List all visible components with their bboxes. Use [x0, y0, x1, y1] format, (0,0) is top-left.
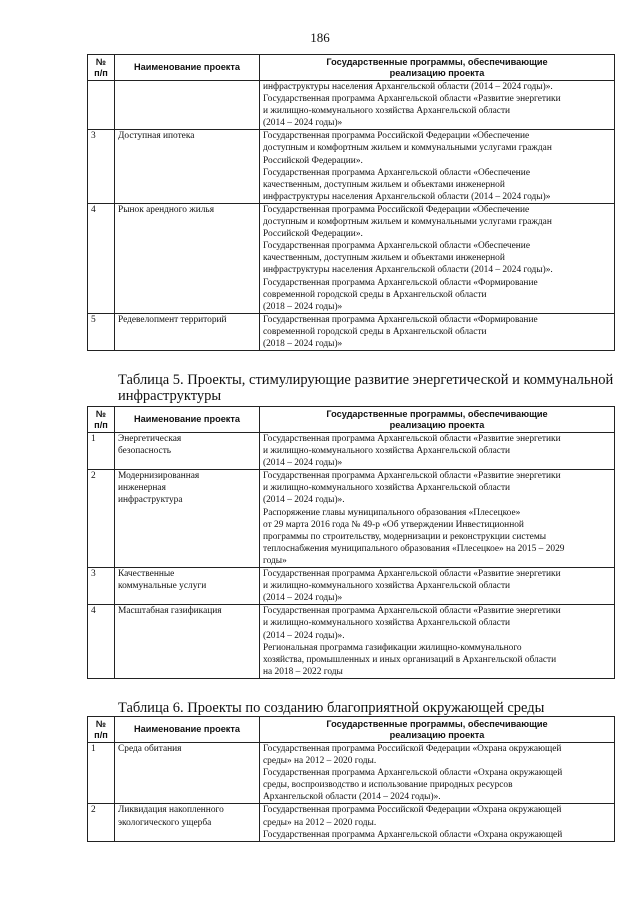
program-line: Государственная программа Архангельской области «Развитие энергетики: [263, 94, 561, 105]
program-line: среды» на 2012 – 2020 годы.: [263, 817, 377, 828]
program-line: теплоснабжения муниципального образования «Плесецкое» на 2015 – 2029: [263, 543, 565, 554]
program-line: Государственная программа Российской Федерации «Обеспечение: [263, 131, 530, 142]
header-programs: Государственные программы, обеспечивающие реализацию проекта: [260, 407, 615, 433]
table-row: [88, 203, 615, 313]
program-line: (2014 – 2024 годы)»: [263, 118, 343, 129]
program-line: Государственная программа Архангельской области «Обеспечение: [263, 241, 530, 252]
programs-cell: [260, 81, 615, 130]
program-line: и жилищно-коммунального хозяйства Архангельской области: [263, 581, 511, 592]
programs-cell: [260, 804, 615, 841]
program-line: современной городской среды в Архангельской области: [263, 289, 487, 300]
programs-cell: [260, 743, 615, 804]
table-row: [88, 605, 615, 679]
header-programs: Государственные программы, обеспечивающие реализацию проекта: [260, 717, 615, 743]
table6-caption: Таблица 6. Проекты по созданию благоприятной окружающей среды: [118, 700, 545, 716]
program-line: и жилищно-коммунального хозяйства Архангельской области: [263, 483, 511, 494]
project-name: Редевелопмент территорий: [115, 313, 260, 350]
table-header-row: [88, 717, 615, 743]
table-row: [88, 743, 615, 804]
program-line: (2018 – 2024 годы)»: [263, 338, 343, 349]
row-number: 3: [88, 568, 115, 605]
program-line: среды» на 2012 – 2020 годы.: [263, 756, 377, 767]
program-line: Государственная программа Архангельской области «Развитие энергетики: [263, 434, 561, 444]
project-name: [115, 81, 260, 130]
programs-cell: [260, 203, 615, 313]
program-line: Архангельской области (2014 – 2024 годы)».: [263, 792, 441, 803]
program-line: (2014 – 2024 годы)»: [263, 458, 343, 469]
program-line: Государственная программа Архангельской области «Развитие энергетики: [263, 569, 561, 580]
program-line: качественным, доступным жильем и объектами инженерной: [263, 179, 505, 190]
programs-cell: [260, 605, 615, 679]
header-num: № п/п: [88, 407, 115, 433]
program-line: Государственная программа Архангельской области «Формирование: [263, 314, 538, 325]
project-name: Среда обитания: [115, 743, 260, 804]
program-line: Государственная программа Российской Федерации «Охрана окружающей: [263, 805, 562, 816]
program-line: Российской Федерации».: [263, 229, 363, 240]
row-number: 2: [88, 470, 115, 568]
program-line: Государственная программа Архангельской области «Развитие энергетики: [263, 606, 561, 617]
header-name: Наименование проекта: [115, 55, 260, 81]
programs-cell: [260, 568, 615, 605]
row-number: 4: [88, 203, 115, 313]
table-row: [88, 433, 615, 470]
program-line: и жилищно-коммунального хозяйства Архангельской области: [263, 618, 511, 629]
program-line: Государственная программа Российской Федерации «Охрана окружающей: [263, 744, 562, 754]
row-number: 1: [88, 743, 115, 804]
program-line: доступным и комфортным жильем и коммунальными услугами граждан: [263, 143, 552, 154]
table-row: [88, 130, 615, 204]
table5-caption: Таблица 5. Проекты, стимулирующие развитие энергетической и коммунальной инфраструктуры: [118, 372, 614, 404]
program-line: Региональная программа газификации жилищно-коммунального: [263, 642, 522, 653]
table-row: [88, 313, 615, 350]
table5: [87, 406, 615, 679]
table-header-row: [88, 407, 615, 433]
program-line: и жилищно-коммунального хозяйства Архангельской области: [263, 446, 511, 457]
project-name: Масштабная газификация: [115, 605, 260, 679]
project-name: Качественные коммунальные услуги: [115, 568, 260, 605]
row-number: 1: [88, 433, 115, 470]
program-line: и жилищно-коммунального хозяйства Архангельской области: [263, 106, 511, 117]
header-name: Наименование проекта: [115, 717, 260, 743]
program-line: среды, воспроизводство и использование природных ресурсов: [263, 780, 513, 791]
program-line: на 2018 – 2022 годы: [263, 666, 343, 677]
row-number: 4: [88, 605, 115, 679]
program-line: хозяйства, промышленных и иных организаций в Архангельской области: [263, 654, 557, 665]
project-name: Ликвидация накопленного экологического ущерба: [115, 804, 260, 841]
program-line: Государственная программа Архангельской области «Охрана окружающей: [263, 768, 563, 779]
programs-cell: [260, 433, 615, 470]
table-row: [88, 470, 615, 568]
program-line: годы»: [263, 555, 287, 566]
projects-table-continued: [87, 54, 615, 351]
table-row: [88, 804, 615, 841]
programs-cell: [260, 130, 615, 204]
header-num: № п/п: [88, 717, 115, 743]
header-name: Наименование проекта: [115, 407, 260, 433]
program-line: Российской Федерации».: [263, 155, 363, 166]
project-name: Доступная ипотека: [115, 130, 260, 204]
program-line: Государственная программа Российской Федерации «Обеспечение: [263, 204, 530, 215]
project-name: Модернизированная инженерная инфраструктура: [115, 470, 260, 568]
project-name: Рынок арендного жилья: [115, 203, 260, 313]
row-number: 3: [88, 130, 115, 204]
program-line: (2014 – 2024 годы)».: [263, 630, 345, 641]
program-line: (2014 – 2024 годы)».: [263, 495, 345, 506]
program-line: (2014 – 2024 годы)»: [263, 593, 343, 604]
row-number: 2: [88, 804, 115, 841]
program-line: Государственная программа Архангельской области «Формирование: [263, 277, 538, 288]
table-row: [88, 81, 615, 130]
program-line: Государственная программа Архангельской области «Охрана окружающей: [263, 829, 563, 840]
page-number: 186: [310, 30, 330, 45]
program-line: Государственная программа Архангельской области «Развитие энергетики: [263, 471, 561, 482]
program-line: от 29 марта 2016 года № 49-р «Об утверждении Инвестиционной: [263, 519, 524, 530]
programs-cell: [260, 313, 615, 350]
program-line: Государственная программа Архангельской области «Обеспечение: [263, 167, 530, 178]
program-line: инфраструктуры населения Архангельской области (2014 – 2024 годы)».: [263, 265, 553, 276]
project-name: Энергетическая безопасность: [115, 433, 260, 470]
header-programs: Государственные программы, обеспечивающие реализацию проекта: [260, 55, 615, 81]
program-line: современной городской среды в Архангельской области: [263, 326, 487, 337]
program-line: программы по строительству, модернизации и реконструкции системы: [263, 531, 547, 542]
program-line: инфраструктуры населения Архангельской области (2014 – 2024 годы)».: [263, 82, 553, 92]
program-line: (2018 – 2024 годы)»: [263, 301, 343, 312]
program-line: качественным, доступным жильем и объектами инженерной: [263, 253, 505, 264]
header-num: № п/п: [88, 55, 115, 81]
program-line: доступным и комфортным жильем и коммунальными услугами граждан: [263, 217, 552, 228]
table-header-row: [88, 55, 615, 81]
table-row: [88, 568, 615, 605]
programs-cell: [260, 470, 615, 568]
row-number: 5: [88, 313, 115, 350]
table6: [87, 716, 615, 842]
program-line: Распоряжение главы муниципального образования «Плесецкое»: [263, 507, 521, 518]
row-number: [88, 81, 115, 130]
program-line: инфраструктуры населения Архангельской области (2014 – 2024 годы)»: [263, 191, 551, 202]
